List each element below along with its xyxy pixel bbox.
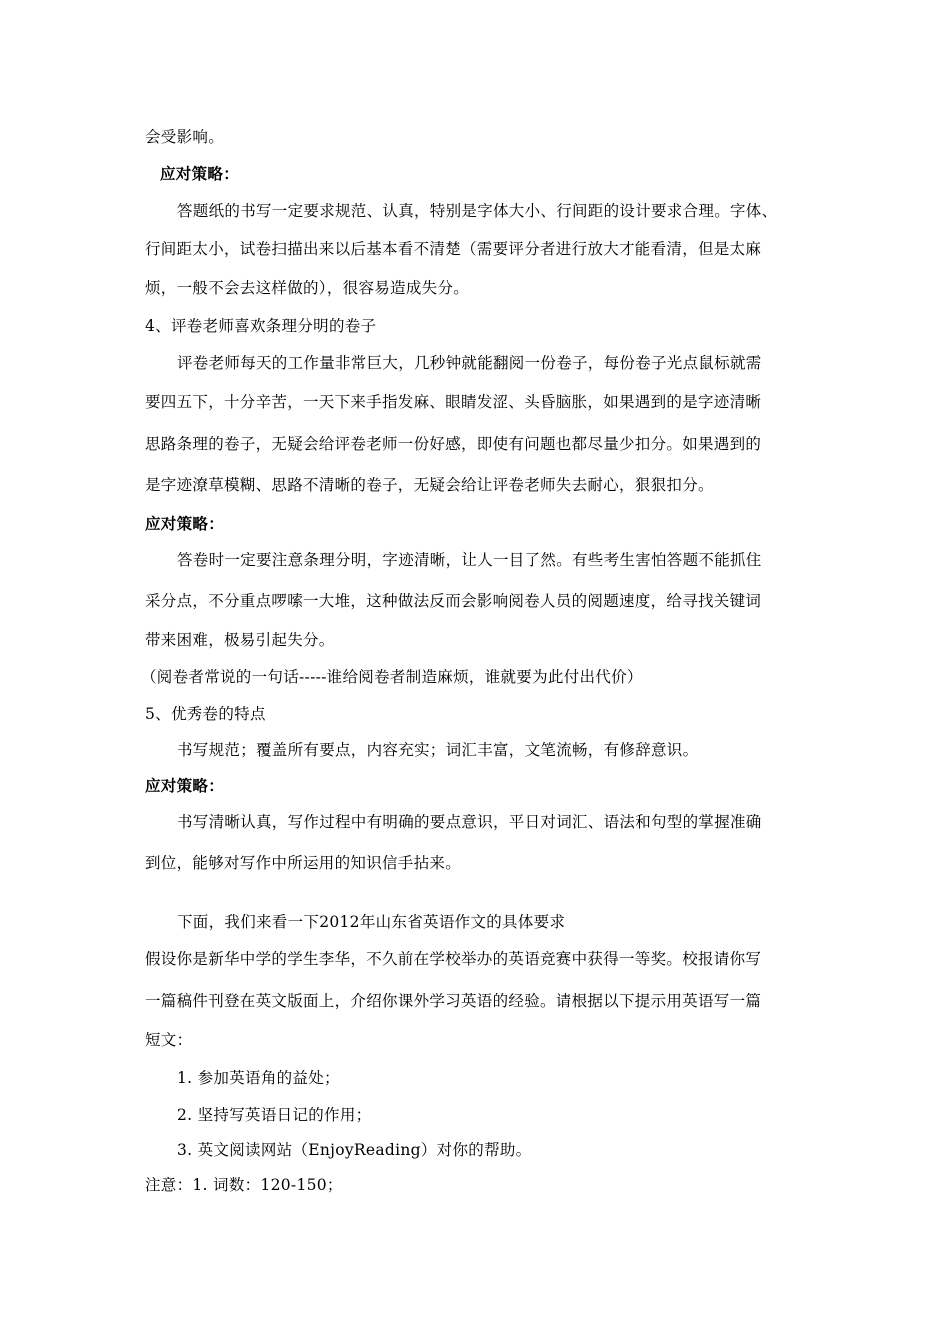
text-line: 评卷老师每天的工作量非常巨大，几秒钟就能翻阅一份卷子，每份卷子光点鼠标就需 xyxy=(177,354,762,372)
text-line: 一篇稿件刊登在英文版面上，介绍你课外学习英语的经验。请根据以下提示用英语写一篇 xyxy=(145,992,762,1010)
strategy-heading: 应对策略： xyxy=(145,776,225,795)
section-heading: 4、评卷老师喜欢条理分明的卷子 xyxy=(145,317,377,335)
text-line: 下面，我们来看一下2012年山东省英语作文的具体要求 xyxy=(177,913,566,931)
list-item: 3. 英文阅读网站（EnjoyReading）对你的帮助。 xyxy=(177,1141,532,1159)
text-line: 短文： xyxy=(145,1031,193,1049)
text-line: 答卷时一定要注意条理分明，字迹清晰，让人一目了然。有些考生害怕答题不能抓住 xyxy=(177,551,762,569)
text-line: 烦，一般不会去这样做的），很容易造成失分。 xyxy=(145,279,470,297)
text-line: （阅卷者常说的一句话-----谁给阅卷者制造麻烦，谁就要为此付出代价） xyxy=(141,668,643,686)
text-line: 到位，能够对写作中所运用的知识信手拈来。 xyxy=(145,854,462,872)
text-line: 注意：1. 词数：120-150； xyxy=(145,1176,343,1194)
strategy-heading: 应对策略： xyxy=(160,164,240,183)
text-line: 思路条理的卷子，无疑会给评卷老师一份好感，即使有问题也都尽量少扣分。如果遇到的 xyxy=(145,435,762,453)
section-heading: 5、优秀卷的特点 xyxy=(145,705,266,723)
text-line: 是字迹潦草模糊、思路不清晰的卷子，无疑会给让评卷老师失去耐心，狠狠扣分。 xyxy=(145,476,714,494)
text-line: 会受影响。 xyxy=(145,128,225,146)
text-line: 行间距太小，试卷扫描出来以后基本看不清楚（需要评分者进行放大才能看清，但是太麻 xyxy=(145,240,762,258)
text-line: 假设你是新华中学的学生李华，不久前在学校举办的英语竞赛中获得一等奖。校报请你写 xyxy=(145,950,762,968)
strategy-heading: 应对策略： xyxy=(145,514,225,533)
text-line: 采分点，不分重点啰嗦一大堆，这种做法反而会影响阅卷人员的阅题速度，给寻找关键词 xyxy=(145,592,762,610)
text-line: 书写清晰认真，写作过程中有明确的要点意识，平日对词汇、语法和句型的掌握准确 xyxy=(177,813,762,831)
list-item: 1. 参加英语角的益处； xyxy=(177,1069,340,1087)
list-item: 2. 坚持写英语日记的作用； xyxy=(177,1106,372,1124)
text-line: 答题纸的书写一定要求规范、认真，特别是字体大小、行间距的设计要求合理。字体、 xyxy=(177,202,778,220)
text-line: 带来困难，极易引起失分。 xyxy=(145,631,335,649)
text-line: 书写规范；覆盖所有要点，内容充实；词汇丰富，文笔流畅，有修辞意识。 xyxy=(177,741,699,759)
text-line: 要四五下，十分辛苦，一天下来手指发麻、眼睛发涩、头昏脑胀，如果遇到的是字迹清晰 xyxy=(145,393,762,411)
